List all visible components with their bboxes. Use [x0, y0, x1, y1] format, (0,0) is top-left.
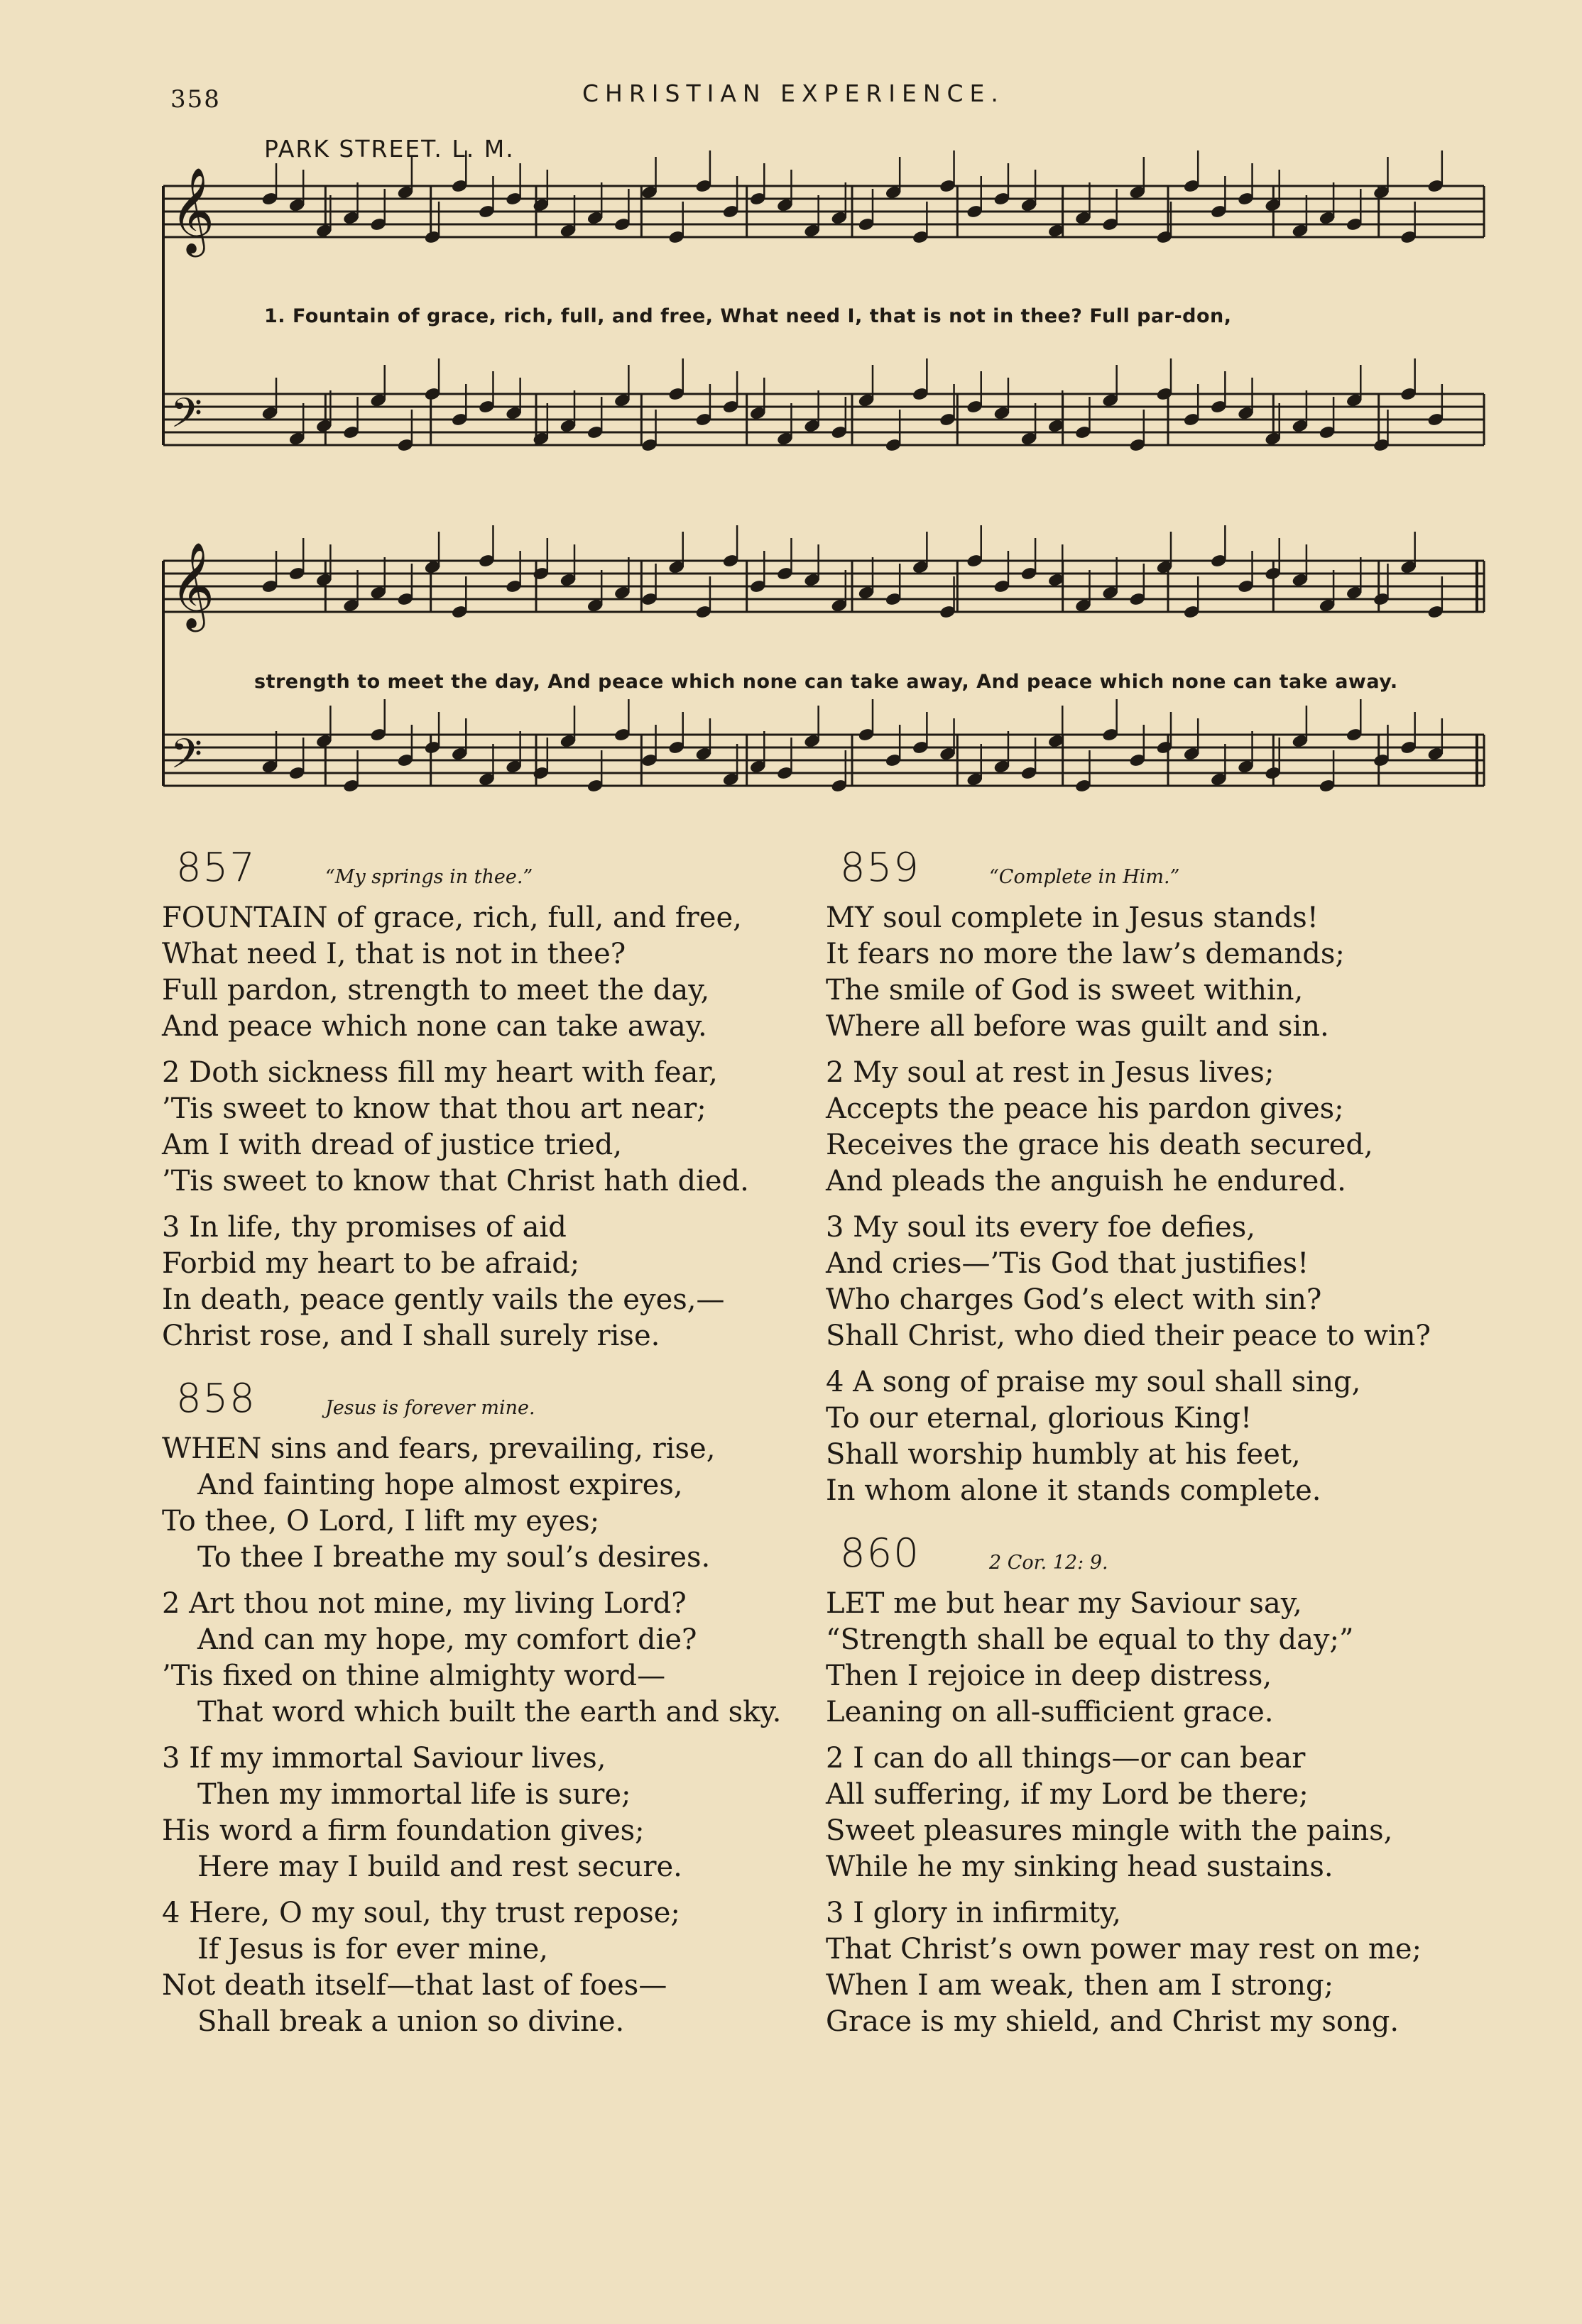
music-score	[0, 0, 1582, 852]
verse-line: Forbid my heart to be afraid;	[162, 1247, 580, 1280]
small-caps-word: HEN	[191, 1432, 262, 1465]
hymn-header	[162, 1376, 801, 1431]
verse-line: Here may I build and rest secure.	[197, 1851, 682, 1883]
verse-line: And fainting hope almost expires,	[197, 1469, 683, 1501]
verse-1	[826, 900, 1465, 1045]
verse-line: 3 In life, thy promises of aid	[162, 1211, 567, 1244]
verse-line: 2 Art thou not mine, my living Lord?	[162, 1587, 687, 1620]
verse-line: In whom alone it stands complete.	[826, 1474, 1321, 1507]
verse-line: Grace is my shield, and Christ my song.	[826, 2005, 1400, 2038]
verse-line: Shall Christ, who died their peace to win?	[826, 1320, 1431, 1352]
verse-line: Accepts the peace his pardon gives;	[826, 1092, 1344, 1125]
verse-line: Shall break a union so divine.	[197, 2005, 625, 2038]
hymn-859	[826, 845, 1465, 1509]
verse-4	[826, 1364, 1465, 1509]
verse-3	[826, 1895, 1465, 2040]
staff-3	[163, 561, 1484, 612]
verse-line: Then my immortal life is sure;	[197, 1778, 631, 1811]
verse-line	[162, 900, 801, 936]
verse-1	[826, 1586, 1465, 1731]
verse-line: 3 I glory in infirmity,	[826, 1897, 1122, 1929]
bass-clef-icon: 𝄢	[170, 730, 203, 788]
verse-line: While he my sinking head sustains.	[826, 1851, 1333, 1883]
drop-letter: F	[162, 901, 182, 934]
drop-letter: L	[826, 1587, 845, 1620]
verse-line: 3 If my immortal Saviour lives,	[162, 1742, 606, 1775]
hymn-caption: “My springs in thee.”	[325, 866, 533, 888]
verse-2	[162, 1055, 801, 1200]
verse-line: Christ rose, and I shall surely rise.	[162, 1320, 660, 1352]
verse-line: That Christ’s own power may rest on me;	[826, 1933, 1422, 1966]
verse-2	[826, 1055, 1465, 1200]
hymn-caption: Jesus is forever mine.	[325, 1397, 535, 1419]
verse-line: Full pardon, strength to meet the day,	[162, 974, 710, 1007]
staff-2	[163, 394, 1484, 445]
line-rest: me but hear my Saviour say,	[884, 1587, 1302, 1620]
verse-line: Who charges God’s elect with sin?	[826, 1283, 1322, 1316]
verse-1	[162, 1431, 801, 1576]
verse-2	[162, 1586, 801, 1731]
hymn-858	[162, 1376, 801, 2040]
drop-letter: M	[826, 901, 855, 934]
lyric-underlay-system-2: strength to meet the day, And peace which none can take away, And peace which none can take away.	[254, 671, 1398, 693]
staff-1	[163, 186, 1484, 237]
hymn-header	[826, 1530, 1465, 1586]
verse-2	[826, 1741, 1465, 1885]
verse-line: 2 I can do all things—or can bear	[826, 1742, 1306, 1775]
verse-line: If Jesus is for ever mine,	[197, 1933, 548, 1966]
verse-line: Receives the grace his death secured,	[826, 1129, 1373, 1161]
hymn-caption: “Complete in Him.”	[989, 866, 1180, 888]
verse-line: Shall worship humbly at his feet,	[826, 1438, 1301, 1471]
verse-line: Then I rejoice in deep distress,	[826, 1660, 1272, 1692]
verse-line: When I am weak, then am I strong;	[826, 1969, 1334, 2002]
verse-line: “Strength shall be equal to thy day;”	[826, 1623, 1354, 1656]
hymn-column-right	[826, 845, 1465, 2050]
verse-3	[162, 1210, 801, 1354]
hymn-column-left	[162, 845, 801, 2050]
verse-1	[162, 900, 801, 1045]
hymn-857	[162, 845, 801, 1354]
line-rest: soul complete in Jesus stands!	[873, 901, 1319, 934]
verse-line: What need I, that is not in thee?	[162, 938, 626, 970]
lyric-underlay-system-1: 1. Fountain of grace, rich, full, and free, What need I, that is not in thee? Full par-don,	[264, 305, 1232, 327]
bass-clef-icon: 𝄢	[170, 389, 203, 447]
verse-line: Am I with dread of justice tried,	[162, 1129, 623, 1161]
hymn-number: 857	[176, 845, 256, 891]
verse-line	[826, 900, 1465, 936]
verse-line: The smile of God is sweet within,	[826, 974, 1304, 1007]
small-caps-word: Y	[854, 901, 874, 934]
verse-line: To thee I breathe my soul’s desires.	[197, 1541, 711, 1574]
hymn-caption: 2 Cor. 12: 9.	[989, 1552, 1108, 1574]
verse-line: And pleads the anguish he endured.	[826, 1165, 1346, 1197]
verse-line: 2 Doth sickness fill my heart with fear,	[162, 1056, 718, 1089]
hymn-number: 858	[176, 1376, 256, 1422]
verse-3	[162, 1741, 801, 1885]
verse-line: It fears no more the law’s demands;	[826, 938, 1345, 970]
hymn-header	[826, 845, 1465, 900]
verse-line: 2 My soul at rest in Jesus lives;	[826, 1056, 1275, 1089]
verse-line: And can my hope, my comfort die?	[197, 1623, 697, 1656]
verse-line: And cries—’Tis God that justifies!	[826, 1247, 1309, 1280]
small-caps-word: OUNTAIN	[181, 901, 328, 934]
verse-line: His word a firm foundation gives;	[162, 1814, 645, 1847]
line-rest: sins and fears, prevailing, rise,	[261, 1432, 716, 1465]
treble-clef-icon: 𝄞	[170, 542, 215, 628]
page-number: 358	[170, 85, 221, 114]
verse-line: Not death itself—that last of foes—	[162, 1969, 667, 2002]
verse-line: And peace which none can take away.	[162, 1010, 707, 1043]
verse-line: To our eternal, glorious King!	[826, 1402, 1253, 1435]
verse-line	[826, 1586, 1465, 1622]
verse-line: 4 A song of praise my soul shall sing,	[826, 1366, 1361, 1398]
verse-line: 3 My soul its every foe defies,	[826, 1211, 1255, 1244]
verse-line: 4 Here, O my soul, thy trust repose;	[162, 1897, 680, 1929]
hymn-header	[162, 845, 801, 900]
running-head: CHRISTIAN EXPERIENCE.	[582, 80, 1005, 107]
verse-line: Where all before was guilt and sin.	[826, 1010, 1329, 1043]
verse-line: ’Tis sweet to know that Christ hath died.	[162, 1165, 749, 1197]
hymn-number: 859	[840, 845, 920, 891]
tune-name: PARK STREET. L. M.	[264, 135, 515, 163]
verse-line: To thee, O Lord, I lift my eyes;	[162, 1505, 600, 1538]
drop-letter: W	[162, 1432, 192, 1465]
hymn-number: 860	[840, 1530, 920, 1577]
small-caps-word: ET	[844, 1587, 885, 1620]
treble-clef-icon: 𝄞	[170, 167, 215, 253]
verse-line: All suffering, if my Lord be there;	[826, 1778, 1309, 1811]
verse-line: That word which built the earth and sky.	[197, 1696, 782, 1728]
verse-3	[826, 1210, 1465, 1354]
verse-line: In death, peace gently vails the eyes,—	[162, 1283, 725, 1316]
hymn-860	[826, 1530, 1465, 2040]
verse-4	[162, 1895, 801, 2040]
staff-4	[163, 735, 1484, 786]
verse-line: Leaning on all-sufficient grace.	[826, 1696, 1274, 1728]
verse-line: ’Tis fixed on thine almighty word—	[162, 1660, 666, 1692]
verse-line	[162, 1431, 801, 1467]
verse-line: ’Tis sweet to know that thou art near;	[162, 1092, 707, 1125]
line-rest: of grace, rich, full, and free,	[327, 901, 742, 934]
verse-line: Sweet pleasures mingle with the pains,	[826, 1814, 1393, 1847]
